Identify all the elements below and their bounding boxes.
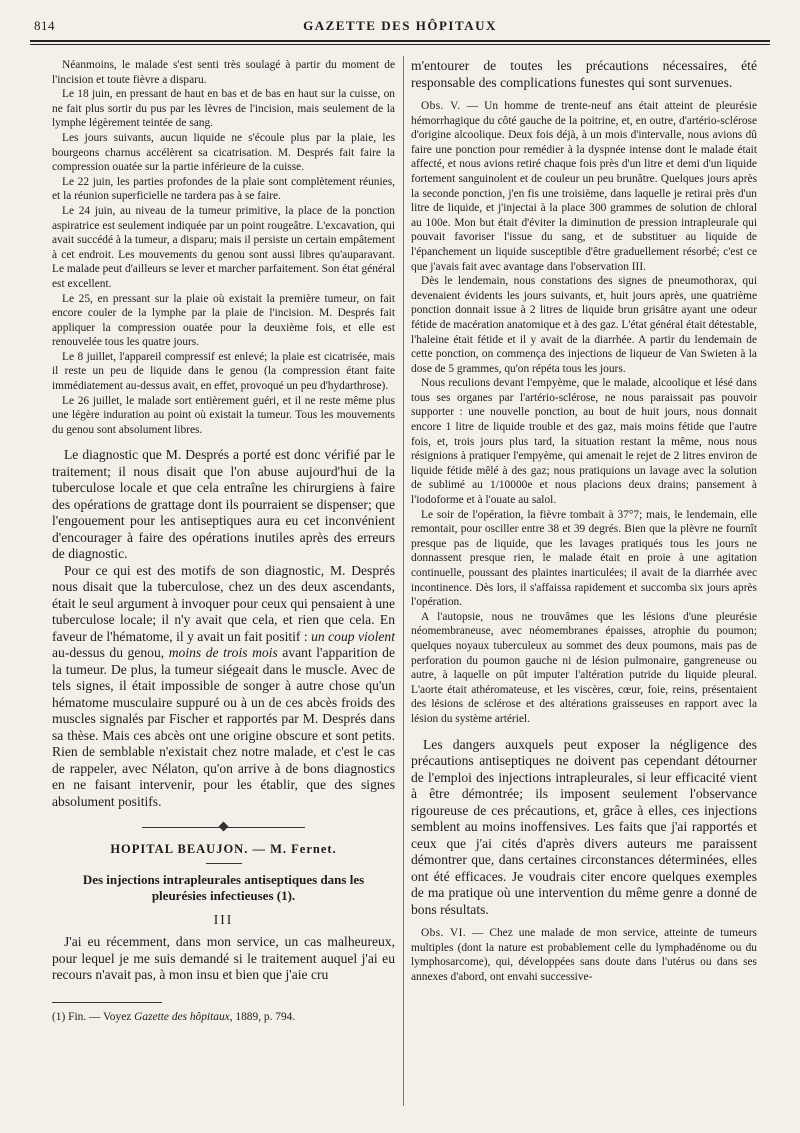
paragraph: A l'autopsie, nous ne trouvâmes que les lésions d'une pleurésie néomembraneuse, avec néomembranes épaisses, atrophie du poumon; quelques noyaux tuberculeux au sommet des deux poumons, mais pas de perforation du poumon gauche ni de lésion pulmonaire, gangreneuse ou autre, à laquelle on pût imputer l'altération putride du liquide pleural. L'aorte était athéromateuse, et les viscères, cœur, foie, reins, présentaient des lésions de sclérose et des altérations graisseuses en rapport avec la lésion du système artériel.	[411, 610, 757, 725]
text-run: avant l'apparition de la tumeur. De plus, la tumeur siégeait dans le muscle. Avec de tels signes, il était impossible de songer à autre chose qu'un hématome musculaire suppuré ou à un de ces abcès froids des muscles signalés par Fischer et rapportés par M. Després dans sa thèse. Mais ces abcès ont une origine obscure et sont petits. Rien de semblable n'existait chez notre malade, et c'est le cas de rappeler, avec Nélaton, qu'on arrive à de bons diagnostics en ne faisant intervenir, pour les établir, que des signes absolument positifs.	[52, 645, 395, 809]
text-run: — Un homme de trente-neuf ans était atteint de pleurésie hémorrhagique du côté gauche de la poitrine, et, en outre, d'artério-sclérose d'origine alcoolique. Deux fois déjà, à un mois d'intervalle, nous avions dû faire une ponction pour remédier à la dyspnée intense dont le malade était affecté, et nous avions retiré chaque fois près d'un litre et demi d'un liquide fortement sanguinolent et de couleur un peu brunâtre. Quelques jours après la seconde ponction, j'en fis une troisième, dans laquelle je retirai près d'un litre de liquide, et j'injectai à la place 300 grammes de solution de chloral au 100e. Mon but était d'éviter la diminution de pression intrapleurale qui pouvait favoriser l'issue du sang, et de substituer au liquide de l'épanchement un liquide susceptible d'être graduellement résorbé; c'est ce que j'avais fait avec avantage dans l'observation III.	[411, 100, 758, 273]
paragraph: Le 8 juillet, l'appareil compressif est enlevé; la plaie est cicatrisée, mais il reste un peu de liquide dans le genou (la compression étant faite immédiatement au-dessus avait, en effet, provoqué un peu d'hydarthrose).	[52, 350, 395, 393]
case-report-continued	[52, 58, 395, 437]
observation-6	[411, 926, 757, 984]
observation-5	[411, 99, 757, 727]
running-title: GAZETTE DES HÔPITAUX	[303, 18, 497, 33]
paragraph: J'ai eu récemment, dans mon service, un cas malheureux, pour lequel je me suis demandé si le traitement auquel j'ai eu recours n'avait pas, à mon insu et bien que j'aie cru	[52, 934, 395, 983]
paragraph: Nous reculions devant l'empyème, que le malade, alcoolique et lésé dans tous ses organes par l'artério-sclérose, ne nous paraissait pas pouvoir supporter : une nouvelle ponction, au bout de huit jours, nous donnait encore 1 litre de liquide trouble et des gaz, mais moins fétide que l'autre fois, et, trois jours plus tard, la situation restant la même, nous nous résignions à pratiquer l'empyème, qui amenait le rejet de 2 litres environ de liquide fétide mêlé à des gaz; nous pratiquions un lavage avec la solution de sublimé au 1/10000e et nous placions deux drains; pansement à l'iodoforme et à l'ouate au salol.	[411, 377, 757, 507]
paragraph	[411, 99, 757, 274]
observation-label: Obs. V.	[421, 100, 461, 112]
text-run: , 1889, p. 794.	[229, 1010, 296, 1023]
paragraph: Le diagnostic que M. Després a porté est donc vérifié par le traitement; il nous disait que l'on abuse aujourd'hui de la tuberculose locale et que cela entraîne les chirurgiens à faire des opérations de grattage dont ils pourraient se dispenser; que l'engouement pour les antiseptiques aura eu cet inconvénient d'encourager à faire des opérations inutiles après des erreurs de diagnostic.	[52, 447, 395, 562]
footnote-rule	[52, 1002, 162, 1003]
header-rule-thin	[30, 44, 770, 45]
article-title: Des injections intrapleurales antiseptiques dans les pleurésies infectieuses (1).	[82, 872, 365, 904]
commentary	[52, 447, 395, 810]
paragraph: Le 25, en pressant sur la plaie où existait la première tumeur, on fait encore couler de la lymphe par la plaie de l'incision. M. Després fait appliquer la compression ouatée pour la deuxième fois, et elle est renouvelée tous les quatre jours.	[52, 292, 395, 349]
header-rule	[30, 40, 770, 42]
emphasis: un coup violent	[311, 628, 395, 644]
section-heading: HOPITAL BEAUJON. — M. Fernet.	[110, 842, 337, 857]
emphasis: moins de trois mois	[168, 645, 278, 661]
ornament-divider	[52, 822, 395, 834]
paragraph: Le 18 juin, en pressant de haut en bas et de bas en haut sur la cuisse, on ne fait plus sortir du pus par les lèvres de l'incision, mais seulement de la lymphe légèrement teintée de sang.	[52, 88, 395, 130]
paragraph: Néanmoins, le malade s'est senti très soulagé à partir du moment de l'incision et toute fièvre a disparu.	[52, 59, 395, 86]
footnote	[52, 1011, 395, 1023]
paragraph	[52, 563, 395, 811]
text-run: Pour ce qui est des motifs de son diagnostic, M. Després nous disait que la tuberculose, chez un des deux ascendants, était le seul argument à invoquer pour ceux qui pensaient à une tuberculose locale; il n'y avait que cela, et rien que cela. En faveur de l'hématome, il y avait un fait positif :	[52, 562, 395, 644]
paragraph	[411, 926, 757, 984]
paragraph: Dès le lendemain, nous constations des signes de pneumothorax, qui devenaient évidents les jours suivants, et, huit jours après, une quatrième ponction donnait issue à 2 litres de liquide brun grisâtre ayant une odeur fétide de macération anatomique et à des gaz. L'état général était détestable, l'haleine était fétide et il y avait de la diarrhée. A partir du lendemain de cette ponction, on commença des injections de liqueur de Van Swieten à la dose de 5 grammes, qu'on répéta tous les jours.	[411, 275, 757, 375]
right-column	[411, 58, 757, 984]
paragraph: Le 24 juin, au niveau de la tumeur primitive, la place de la ponction aspiratrice est seulement indiquée par un point rougeâtre. L'excavation, qui avait succédé à la tumeur, a disparu; mais il persiste un certain empâtement à cet endroit. Les mouvements du genou sont aussi libres qu'auparavant. Le malade peut d'ailleurs se lever et marcher parfaitement. Son état général est excellent.	[52, 204, 395, 290]
text-run: (1) Fin. — Voyez	[52, 1010, 135, 1023]
paragraph: Les dangers auxquels peut exposer la négligence des précautions antiseptiques ne doivent pas cependant détourner de l'emploi des injections intrapleurales, si leur efficacité vient à être démontrée; ils imposent seulement l'observance rigoureuse de ces précautions, et, grâce à elles, ces injections semblent au moins inoffensives. Les faits que j'ai rapportés et ceux que j'ai cités d'après divers auteurs me paraissent démontrer que, dans certaines circonstances déterminées, elles ont été efficaces. Je voudrais citer encore quelques exemples de ma pratique où une intervention du même genre a donné de bons résultats.	[411, 736, 757, 917]
observation-label: Obs. VI.	[421, 927, 467, 940]
part-numeral: III	[213, 912, 234, 928]
left-column	[52, 58, 395, 1023]
text-run: — Chez une malade de mon service, atteinte de tumeurs multiples (dont la nature est probablement celle du lymphadénome ou du lymphosarcome), qui, développées sans doute dans l'utérus ou dans ses annexes d'abord, ont envahi successive-	[411, 927, 757, 983]
paragraph: m'entourer de toutes les précautions nécessaires, été responsable des complications funestes qui sont survenues.	[411, 58, 757, 90]
paragraph: Le 26 juillet, le malade sort entièrement guéri, et il ne reste même plus une légère induration au point où existait la tumeur. Tous les mouvements du genou sont absolument libres.	[52, 394, 395, 436]
discussion	[411, 737, 757, 919]
page-number: 814	[34, 18, 55, 33]
article-continued	[411, 58, 757, 91]
page-header	[30, 18, 770, 40]
paragraph: Le 22 juin, les parties profondes de la plaie sont complètement réunies, et la réunion superficielle ne tardera pas à se faire.	[52, 175, 395, 203]
emphasis: Gazette des hôpitaux	[134, 1010, 230, 1023]
column-divider	[403, 56, 404, 1106]
paragraph: Les jours suivants, aucun liquide ne s'écoule plus par la plaie, les bourgeons charnus accélèrent sa cicatrisation. M. Després fait faire la compression ouatée sur la partie inférieure de la cuisse.	[52, 131, 395, 174]
article-body	[52, 934, 395, 984]
paragraph: Le soir de l'opération, la fièvre tombait à 37°7; mais, le lendemain, elle remontait, pour osciller entre 38 et 39 degrés. Bien que la plèvre ne fournît presque pas de liquide, que les lavages pratiqués tous les jours ne donnassent presque rien, le malade était en proie à une agitation continuelle, poussant des plaintes inarticulées; il avait de la diarrhée avec incontinence. Dès lors, il s'affaissa rapidement et succomba six jours après l'opération.	[411, 508, 757, 609]
short-rule	[206, 863, 242, 864]
text-run: au-dessus du genou,	[52, 645, 169, 661]
